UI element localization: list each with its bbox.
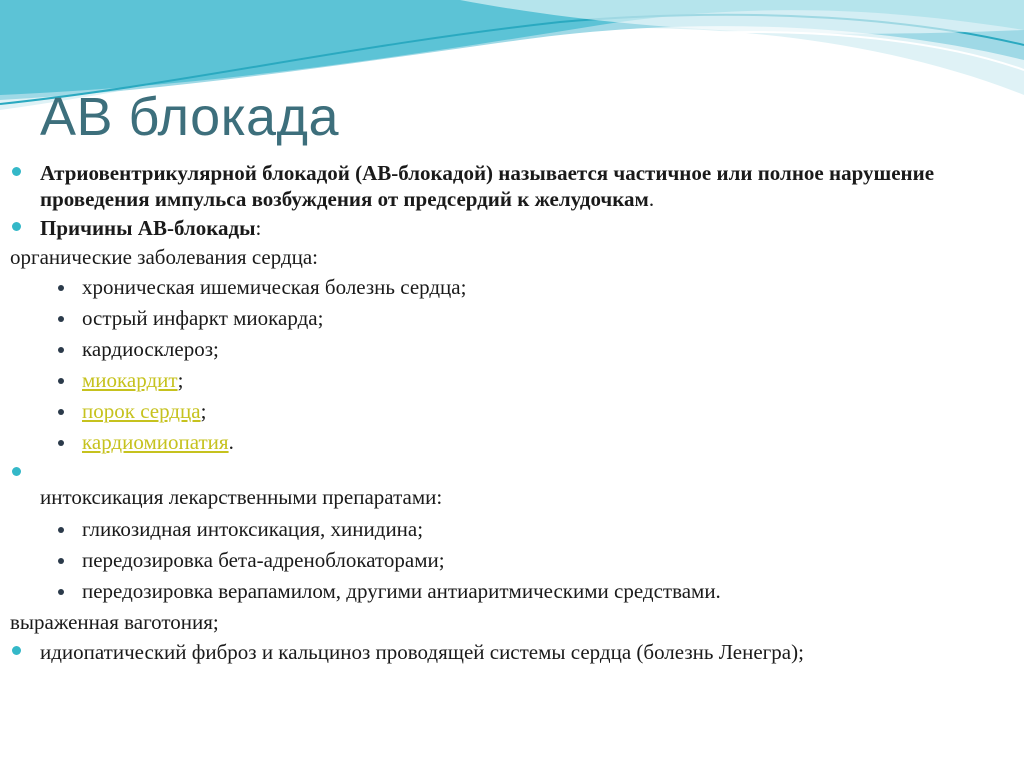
- organic-item: [10, 274, 1010, 300]
- intoxication-item: [10, 547, 1010, 573]
- bullet-dot-icon: [12, 222, 21, 231]
- cardiomyopathy-link[interactable]: кардиомиопатия: [82, 430, 229, 454]
- slide-title: АВ блокада: [40, 87, 340, 147]
- organic-item: [10, 367, 1010, 393]
- organic-item: [10, 429, 1010, 455]
- vagotonia-text: выраженная ваготония;: [10, 610, 219, 634]
- fibrosis-text: идиопатический фиброз и кальциноз проводящей системы сердца (болезнь Ленегра);: [40, 640, 804, 664]
- causes-label: Причины АВ-блокады: [40, 216, 256, 240]
- intoxication-item: [10, 516, 1010, 542]
- definition-text: Атриовентрикулярной блокадой (АВ-блокадой) называется частичное или полное нарушение проведения импульса возбуждения от предсердий к желудочкам: [40, 161, 935, 211]
- organic-item: [10, 398, 1010, 424]
- organic-item: [10, 305, 1010, 331]
- sub-bullet-dot-icon: [58, 378, 64, 384]
- organic-item-tail: ;: [200, 399, 207, 423]
- sub-bullet-dot-icon: [58, 558, 64, 564]
- myocarditis-link[interactable]: миокардит: [82, 368, 178, 392]
- organic-item-tail: ;: [177, 368, 184, 392]
- organic-item-text: острый инфаркт миокарда;: [82, 306, 324, 330]
- bullet-dot-icon: [12, 467, 21, 476]
- definition-end: .: [648, 187, 655, 211]
- organic-item: [10, 336, 1010, 362]
- sub-bullet-dot-icon: [58, 527, 64, 533]
- definition-bullet: [10, 160, 1010, 212]
- sub-bullet-dot-icon: [58, 440, 64, 446]
- intoxication-item: [10, 578, 1010, 604]
- organic-item-tail: .: [228, 430, 234, 454]
- causes-colon: :: [255, 216, 262, 240]
- organic-heading: органические заболевания сердца:: [10, 245, 319, 269]
- empty-bullet: [10, 460, 1010, 480]
- intoxication-item-text: передозировка верапамилом, другими антиаритмическими средствами.: [82, 579, 721, 603]
- bullet-dot-icon: [12, 646, 21, 655]
- organic-item-text: хроническая ишемическая болезнь сердца;: [82, 275, 467, 299]
- fibrosis-bullet: [10, 639, 1010, 665]
- slide-content: [10, 160, 1010, 668]
- intoxication-item-text: передозировка бета-адреноблокаторами;: [82, 548, 445, 572]
- causes-bullet: [10, 215, 1010, 241]
- bullet-dot-icon: [12, 167, 21, 176]
- organic-item-text: кардиосклероз;: [82, 337, 219, 361]
- heart-defect-link[interactable]: порок сердца: [82, 399, 201, 423]
- intoxication-heading: интоксикация лекарственными препаратами:: [40, 485, 443, 509]
- sub-bullet-dot-icon: [58, 316, 64, 322]
- sub-bullet-dot-icon: [58, 589, 64, 595]
- sub-bullet-dot-icon: [58, 409, 64, 415]
- sub-bullet-dot-icon: [58, 285, 64, 291]
- sub-bullet-dot-icon: [58, 347, 64, 353]
- intoxication-item-text: гликозидная интоксикация, хинидина;: [82, 517, 424, 541]
